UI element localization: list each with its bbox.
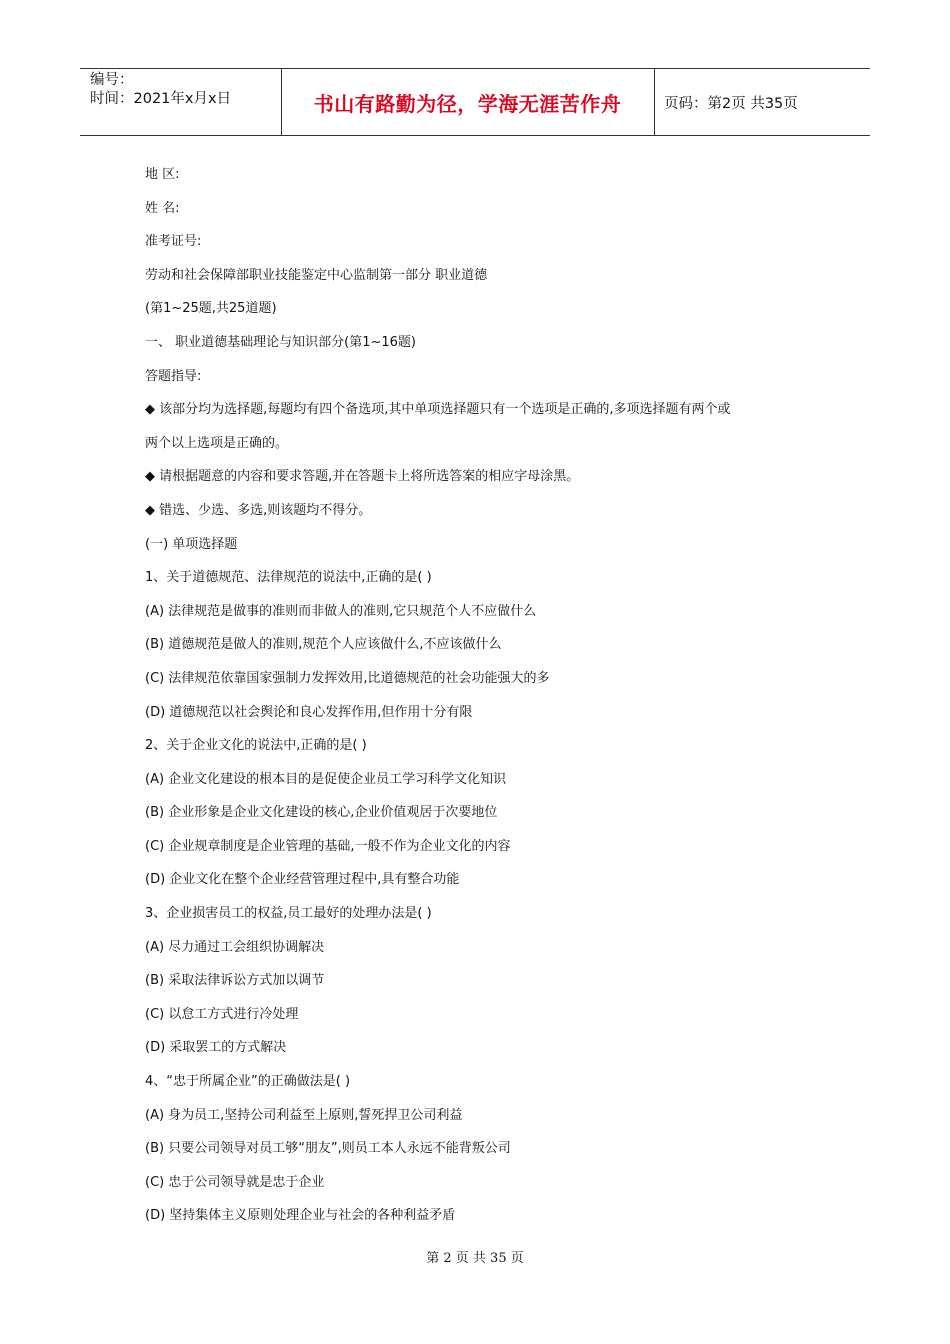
header-date-label: 时间：2021年x月x日	[90, 91, 232, 107]
body-line: (C) 法律规范依靠国家强制力发挥效用,比道德规范的社会功能强大的多	[145, 670, 550, 686]
page-header	[80, 68, 870, 136]
body-line: (D) 坚持集体主义原则处理企业与社会的各种利益矛盾	[145, 1208, 456, 1224]
body-line: (C) 忠于公司领导就是忠于企业	[145, 1174, 325, 1190]
body-line: (D) 道德规范以社会舆论和良心发挥作用,但作用十分有限	[145, 704, 473, 720]
header-number-label: 编号：	[90, 72, 134, 88]
body-line: (D) 企业文化在整个企业经营管理过程中,具有整合功能	[145, 872, 460, 888]
body-line: 劳动和社会保障部职业技能鉴定中心监制第一部分 职业道德	[145, 267, 488, 283]
body-line: (B) 道德规范是做人的准则,规范个人应该做什么,不应该做什么	[145, 637, 502, 653]
body-line: ◆ 错选、少选、多选,则该题均不得分。	[145, 502, 372, 518]
body-line: (A) 企业文化建设的根本目的是促使企业员工学习科学文化知识	[145, 771, 507, 787]
body-line: (A) 身为员工,坚持公司利益至上原则,誓死捍卫公司利益	[145, 1107, 463, 1123]
body-line: 姓 名:	[145, 200, 180, 216]
header-meta	[90, 71, 231, 109]
page-footer: 第 2 页 共 35 页	[426, 1251, 524, 1266]
body-line: (C) 以怠工方式进行冷处理	[145, 1006, 299, 1022]
body-line: (第1~25题,共25道题)	[145, 301, 277, 317]
body-line: (A) 法律规范是做事的准则而非做人的准则,它只规范个人不应做什么	[145, 603, 537, 619]
body-line: (D) 采取罢工的方式解决	[145, 1040, 287, 1056]
header-page-label: 页码：第2页 共35页	[664, 95, 798, 112]
body-line: (一) 单项选择题	[145, 536, 238, 552]
body-line: 答题指导:	[145, 368, 202, 384]
body-line: 1、关于道德规范、法律规范的说法中,正确的是( )	[145, 570, 432, 586]
body-line: (B) 企业形象是企业文化建设的核心,企业价值观居于次要地位	[145, 805, 498, 821]
document-body	[145, 158, 810, 1233]
body-line: (A) 尽力通过工会组织协调解决	[145, 939, 325, 955]
body-line: 3、企业损害员工的权益,员工最好的处理办法是( )	[145, 906, 432, 922]
body-line: 4、“忠于所属企业”的正确做法是( )	[145, 1074, 351, 1090]
body-line: ◆ 该部分均为选择题,每题均有四个备选项,其中单项选择题只有一个选项是正确的,多项选择题有两个或	[145, 402, 731, 418]
body-line: (B) 采取法律诉讼方式加以调节	[145, 973, 325, 989]
body-line: 一、 职业道德基础理论与知识部分(第1~16题)	[145, 334, 416, 350]
body-line: (B) 只要公司领导对员工够“朋友”,则员工本人永远不能背叛公司	[145, 1141, 511, 1157]
body-line: 地 区:	[145, 167, 180, 182]
body-line: ◆ 请根据题意的内容和要求答题,并在答题卡上将所选答案的相应字母涂黑。	[145, 469, 580, 485]
body-line: 两个以上选项是正确的。	[145, 435, 289, 451]
header-divider-right	[654, 69, 655, 135]
body-line: 2、关于企业文化的说法中,正确的是( )	[145, 738, 367, 754]
header-motto: 书山有路勤为径，学海无涯苦作舟	[313, 91, 622, 116]
body-line: (C) 企业规章制度是企业管理的基础,一般不作为企业文化的内容	[145, 838, 511, 854]
body-line: 准考证号:	[145, 234, 202, 250]
